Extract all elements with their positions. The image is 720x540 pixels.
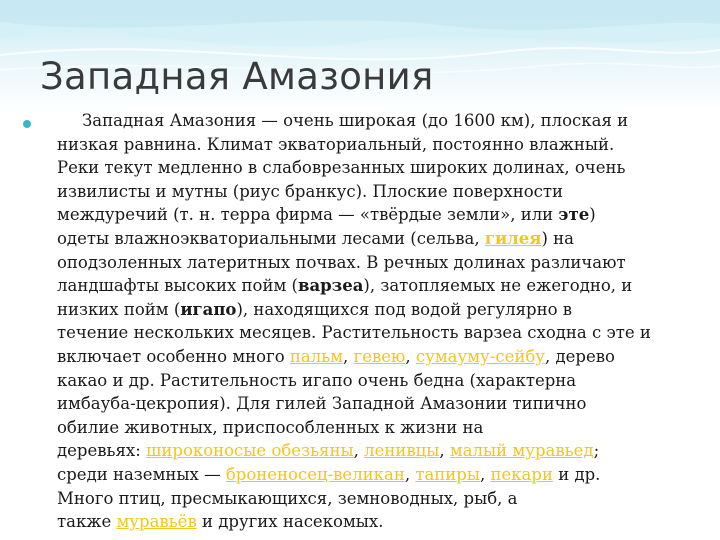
text-run: , (439, 441, 450, 461)
text-run: какао и др. Растительность игапо очень бедна (характерна (57, 370, 577, 390)
text-line (57, 251, 712, 275)
text-run: среди наземных — (57, 464, 226, 484)
text-run: , (405, 346, 416, 366)
text-run: Реки текут медленно в слабоврезанных широких долинах, очень (57, 158, 626, 178)
term-link[interactable]: гилея (484, 228, 542, 248)
slide-title: Западная Амазония (40, 55, 434, 98)
text-line (57, 392, 712, 416)
text-run: оподзоленных латеритных почвах. В речных долинах различают (57, 252, 626, 272)
text-run: , (343, 346, 354, 366)
text-line (57, 345, 712, 369)
bullet-icon (23, 120, 31, 128)
text-run: также (57, 512, 117, 532)
term-link[interactable]: пальм (289, 346, 344, 366)
text-run: низкая равнина. Климат экваториальный, постоянно влажный. (57, 134, 615, 154)
text-run: имбауба-цекропия). Для гилей Западной Амазонии типично (57, 394, 587, 414)
text-run: ) (589, 205, 596, 225)
term-link[interactable]: тапиры (415, 464, 480, 484)
term-link[interactable]: пекари (490, 464, 553, 484)
text-line (57, 463, 712, 487)
bold-term: игапо (180, 299, 237, 319)
text-line (57, 510, 712, 534)
text-line (57, 133, 712, 157)
term-link[interactable]: броненосец-великан (225, 464, 405, 484)
text-line (57, 416, 712, 440)
text-run: , дерево (544, 346, 615, 366)
text-run: низких пойм ( (57, 299, 181, 319)
text-run: , (479, 464, 491, 484)
text-line (57, 321, 712, 345)
text-run: деревьях: (57, 441, 147, 461)
text-run: ландшафты высоких пойм ( (57, 276, 298, 296)
text-run: ; (593, 441, 600, 461)
text-line (57, 274, 712, 298)
slide-body-text (57, 109, 712, 534)
term-link[interactable]: малый муравьед (449, 441, 594, 461)
term-link[interactable]: ленивцы (364, 441, 440, 461)
text-run: течение нескольких месяцев. Растительность варзеа сходна с эте и (57, 323, 651, 343)
bold-term: эте (558, 205, 590, 225)
text-line (57, 109, 712, 133)
text-run: и др. (552, 464, 601, 484)
text-run: , (353, 441, 365, 461)
text-line (57, 180, 712, 204)
text-run: ), затопляемых не ежегодно, и (363, 276, 633, 296)
text-line (57, 298, 712, 322)
text-line (57, 203, 712, 227)
term-link[interactable]: сумауму-сейбу (415, 346, 545, 366)
text-line (57, 227, 712, 251)
text-run: включает особенно много (57, 346, 290, 366)
text-run: Много птиц, пресмыкающихся, земноводных, рыб, а (57, 488, 518, 508)
text-run: ) на (541, 228, 575, 248)
bold-term: варзеа (297, 276, 364, 296)
text-line (57, 439, 712, 463)
text-run: междуречий (т. н. терра фирма — «твёрдые земли», или (57, 205, 559, 225)
text-line (57, 487, 712, 511)
text-run: , (404, 464, 416, 484)
text-line (57, 156, 712, 180)
text-run: Западная Амазония — очень широкая (до 1600 км), плоская и (82, 111, 629, 130)
text-run: ), находящихся под водой регулярно в (236, 299, 573, 319)
text-line (57, 369, 712, 393)
text-run: обилие животных, приспособленных к жизни на (57, 417, 484, 437)
term-link[interactable]: гевею (353, 346, 406, 366)
term-link[interactable]: широконосые обезьяны (146, 441, 354, 461)
term-link[interactable]: муравьёв (116, 512, 197, 532)
text-run: одеты влажноэкваториальными лесами (сельва, (57, 228, 485, 248)
text-run: извилисты и мутны (риус бранкус). Плоские поверхности (57, 181, 564, 201)
text-run: и других насекомых. (196, 512, 384, 532)
